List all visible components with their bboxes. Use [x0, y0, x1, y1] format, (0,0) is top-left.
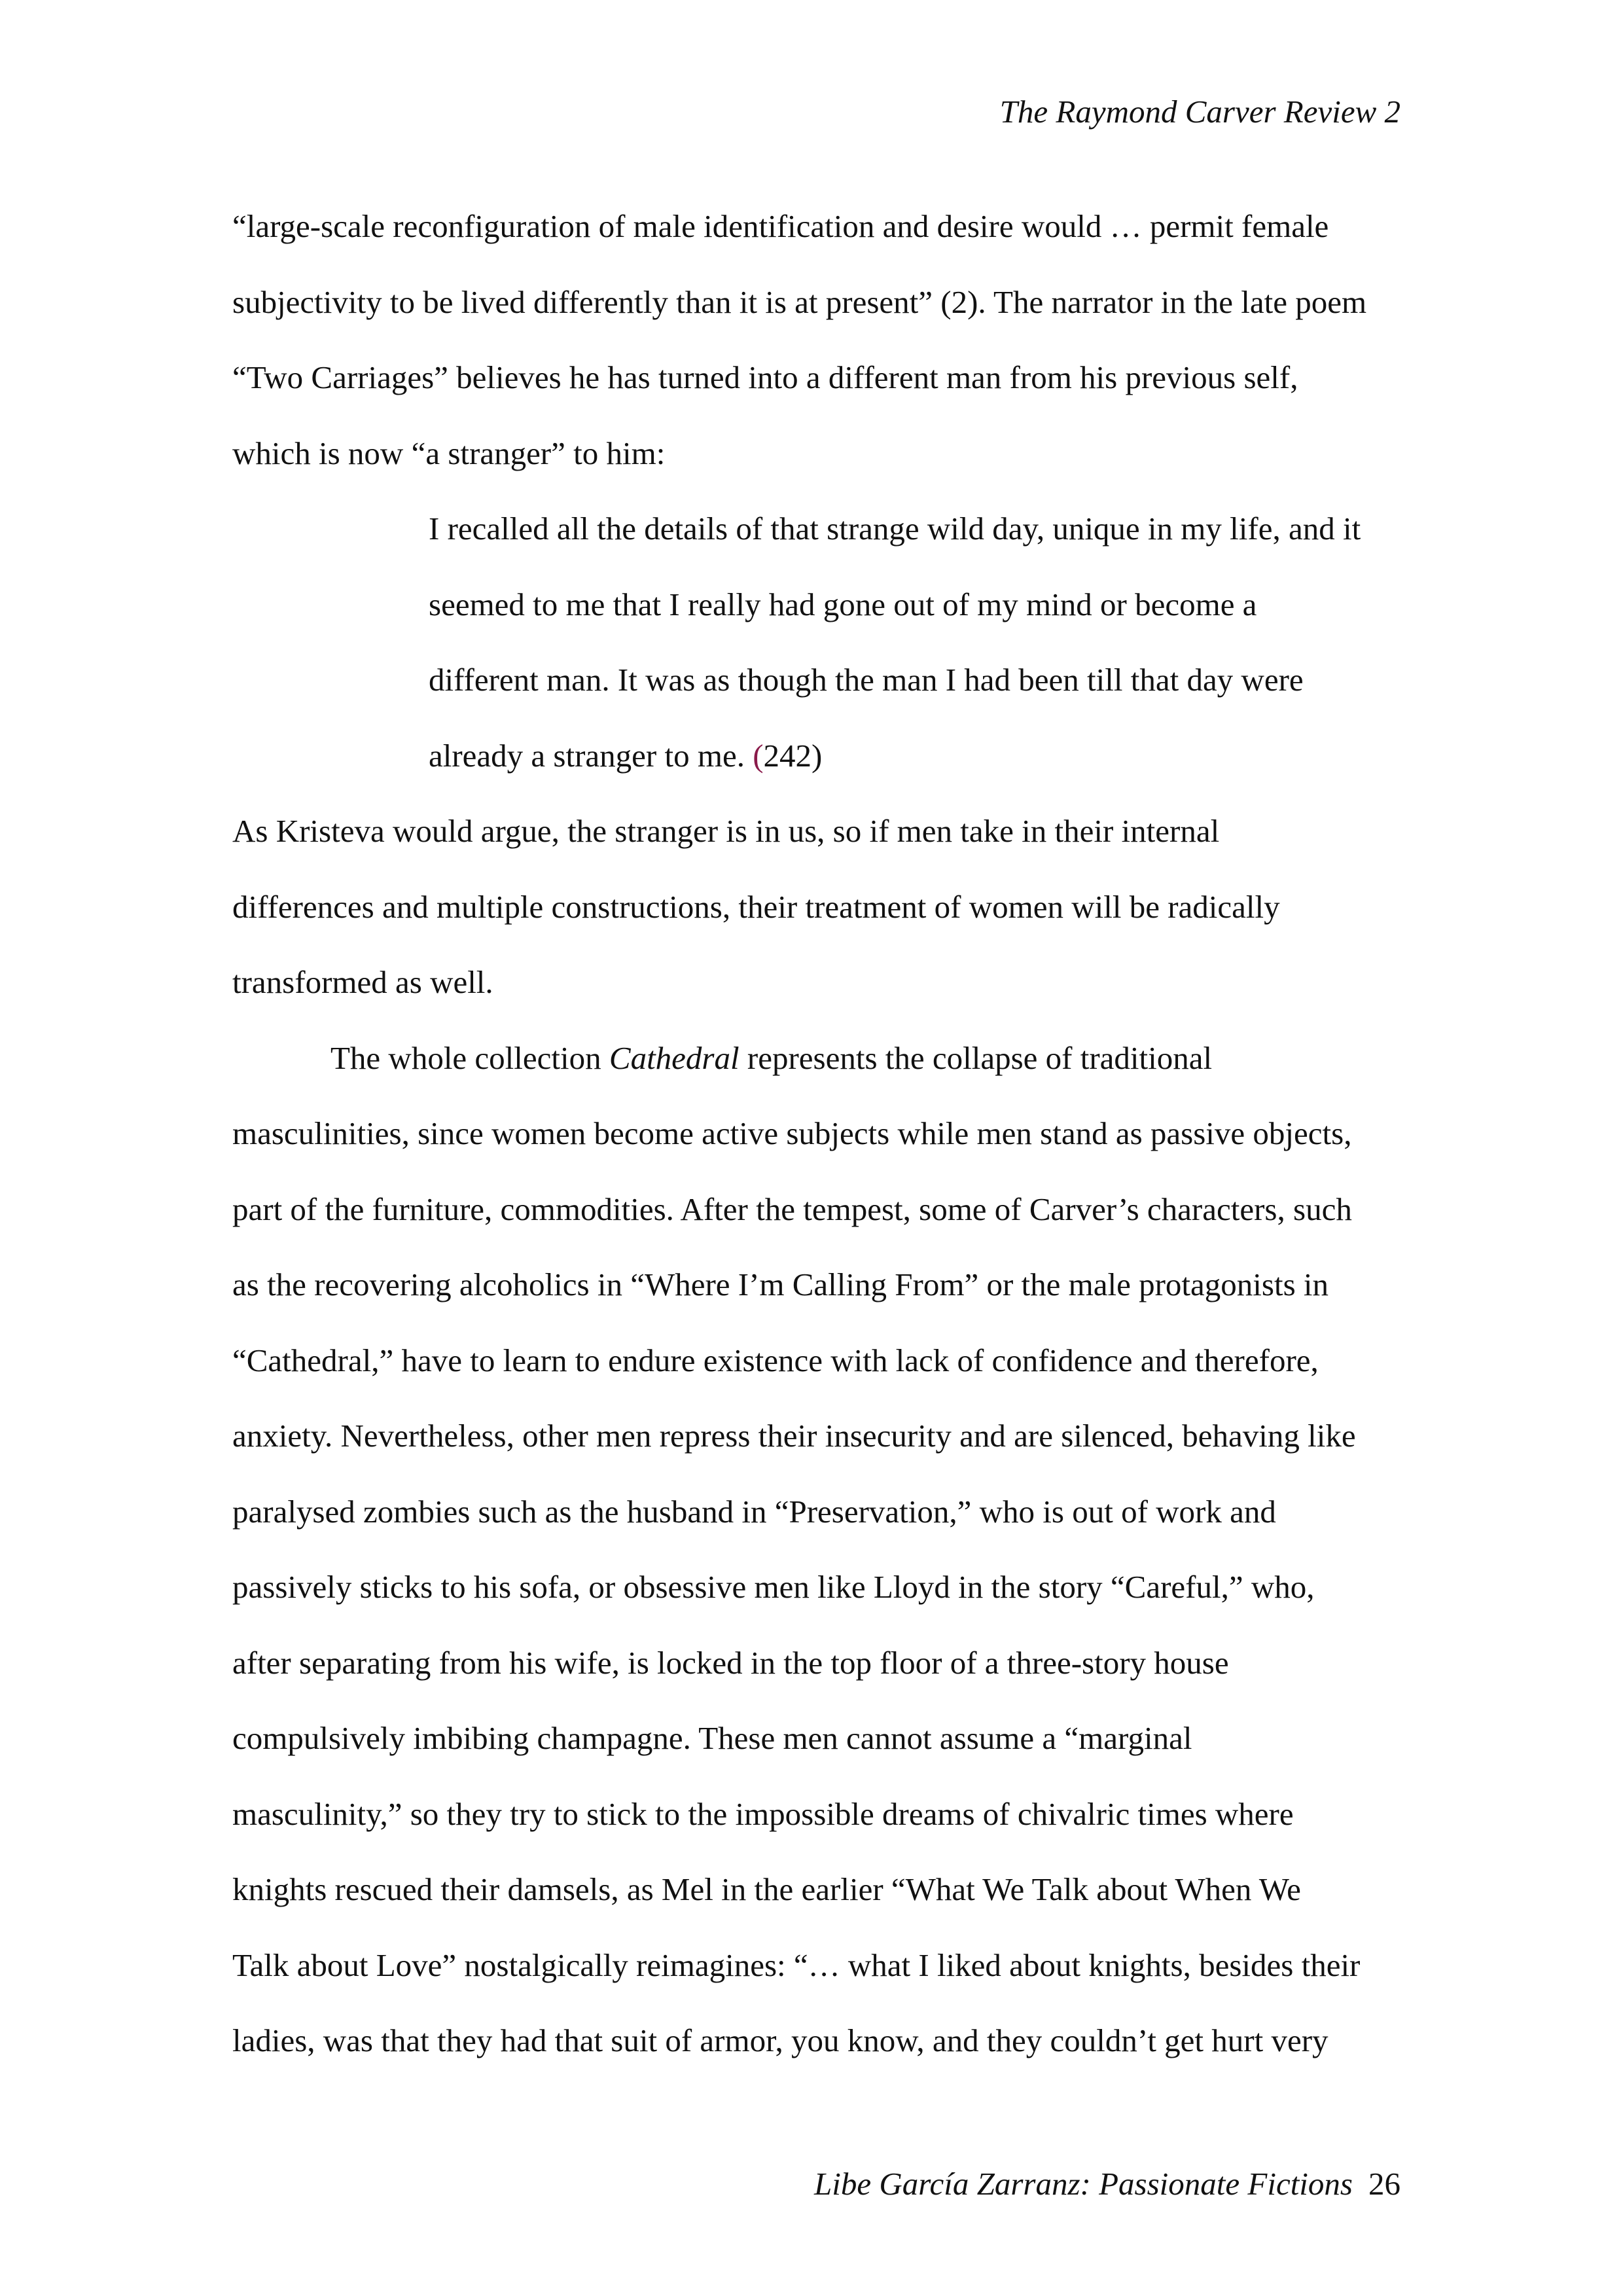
- text-line: differences and multiple constructions, their treatment of women will be radically: [232, 888, 1280, 925]
- text-line: masculinity,” so they try to stick to the impossible dreams of chivalric times where: [232, 1795, 1294, 1832]
- text-line: part of the furniture, commodities. After the tempest, some of Carver’s characters, such: [232, 1191, 1352, 1227]
- text-line: after separating from his wife, is locked in the top floor of a three-story house: [232, 1644, 1229, 1681]
- text-line: masculinities, since women become active subjects while men stand as passive objects,: [232, 1115, 1352, 1151]
- text-run: represents the collapse of traditional: [739, 1039, 1213, 1076]
- text-line: paralysed zombies such as the husband in “Preservation,” who is out of work and: [232, 1493, 1276, 1530]
- quote-line-text: already a stranger to me.: [429, 737, 753, 774]
- block-quote: [232, 491, 1404, 793]
- quote-line: I recalled all the details of that strange wild day, unique in my life, and it: [429, 511, 1361, 547]
- quote-line: different man. It was as though the man I had been till that day were: [429, 662, 1304, 698]
- text-line-first: [232, 1020, 1404, 1096]
- paragraph-3: [232, 1020, 1404, 2079]
- text-line: “Two Carriages” believes he has turned into a different man from his previous self,: [232, 359, 1298, 395]
- text-line: subjectivity to be lived differently than it is at present” (2). The narrator in the late poem: [232, 283, 1367, 320]
- citation-open-paren: (: [753, 737, 764, 774]
- text-line: knights rescued their damsels, as Mel in the earlier “What We Talk about When We: [232, 1871, 1301, 1907]
- citation: 242): [763, 737, 823, 774]
- running-footer: [814, 2165, 1400, 2204]
- text-run: The whole collection: [330, 1039, 609, 1076]
- footer-source: Libe García Zarranz: Passionate Fictions: [813, 2166, 1353, 2202]
- text-line: as the recovering alcoholics in “Where I’m Calling From” or the male protagonists in: [232, 1266, 1329, 1302]
- text-line: compulsively imbibing champagne. These men cannot assume a “marginal: [232, 1720, 1192, 1756]
- quote-line-last: [429, 718, 1404, 794]
- text-line: “Cathedral,” have to learn to endure existence with lack of confidence and therefore,: [232, 1342, 1319, 1378]
- paragraph-2: [232, 793, 1404, 1020]
- text-line: ladies, was that they had that suit of armor, you know, and they couldn’t get hurt very: [232, 2022, 1329, 2058]
- running-header: The Raymond Carver Review 2: [999, 94, 1400, 130]
- text-line: Talk about Love” nostalgically reimagines: “… what I liked about knights, besides their: [232, 1946, 1361, 1983]
- text-line: As Kristeva would argue, the stranger is in us, so if men take in their internal: [232, 813, 1220, 849]
- book-title-cathedral: Cathedral: [609, 1039, 740, 1076]
- text-line: passively sticks to his sofa, or obsessive men like Lloyd in the story “Careful,” who,: [232, 1569, 1315, 1605]
- text-line: “large-scale reconfiguration of male identification and desire would … permit female: [232, 208, 1329, 244]
- text-line: which is now “a stranger” to him:: [232, 435, 666, 471]
- page-number: 26: [1368, 2166, 1400, 2202]
- paragraph-1: [232, 188, 1404, 491]
- text-line: transformed as well.: [232, 964, 493, 1000]
- quote-line: seemed to me that I really had gone out of my mind or become a: [429, 586, 1257, 622]
- text-line: anxiety. Nevertheless, other men repress their insecurity and are silenced, behaving like: [232, 1418, 1356, 1454]
- body-text: [232, 188, 1404, 2079]
